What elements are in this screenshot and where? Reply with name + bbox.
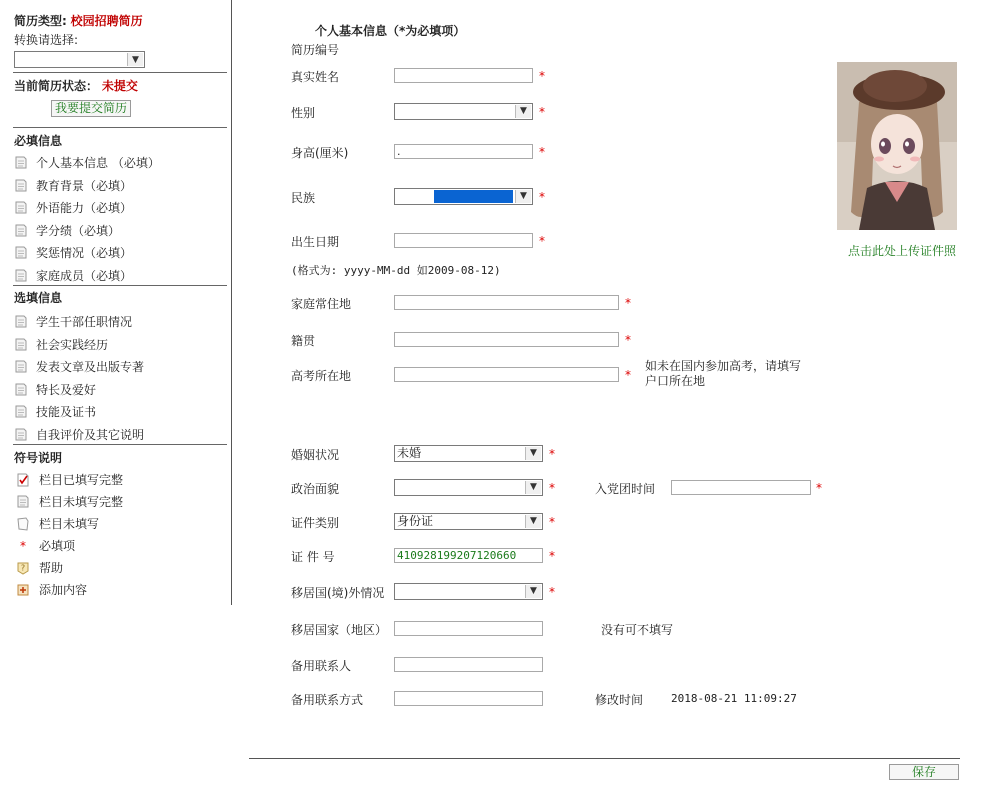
- modified-time-value: 2018-08-21 11:09:27: [671, 692, 797, 705]
- chevron-down-icon: ▼: [515, 105, 531, 118]
- sidebar-nav-label: 自我评价及其它说明: [36, 428, 145, 442]
- legend-label: 栏目已填写完整: [39, 473, 124, 487]
- id-type-value: 身份证: [397, 514, 434, 528]
- chevron-down-icon: ▼: [525, 515, 541, 528]
- birth-date-input[interactable]: [394, 233, 533, 248]
- sidebar-nav-item[interactable]: [14, 403, 96, 420]
- form-title: 个人基本信息（*为必填项）: [315, 24, 466, 38]
- required-asterisk: *: [816, 481, 822, 495]
- partial-page-icon: [16, 495, 30, 509]
- divider: [13, 444, 227, 445]
- emigrate-country-input[interactable]: [394, 621, 543, 636]
- exam-place-input[interactable]: [394, 367, 619, 382]
- partial-page-icon: [14, 360, 28, 373]
- backup-contact-label: 备用联系人: [291, 659, 352, 673]
- divider: [13, 72, 227, 73]
- id-photo-image: [837, 62, 957, 230]
- ethnicity-select[interactable]: [394, 188, 533, 205]
- birth-date-label: 出生日期: [291, 235, 340, 249]
- sidebar-nav-label: 外语能力（必填）: [36, 201, 133, 216]
- sidebar-nav-label: 社会实践经历: [36, 337, 109, 352]
- home-address-input[interactable]: [394, 295, 619, 310]
- required-asterisk: *: [549, 481, 555, 495]
- required-asterisk: *: [625, 368, 631, 382]
- legend-item: [16, 581, 87, 598]
- partial-page-icon: [14, 383, 28, 396]
- ethnicity-label: 民族: [291, 191, 316, 205]
- required-asterisk: *: [539, 69, 545, 83]
- legend-section-title: 符号说明: [14, 451, 63, 465]
- height-label: 身高(厘米): [291, 146, 349, 160]
- resume-type-label: 简历类型:: [14, 14, 67, 28]
- exam-place-note: 如未在国内参加高考，请填写户口所在地: [645, 359, 802, 388]
- resume-type-row: [14, 12, 143, 29]
- id-number-label: 证 件 号: [291, 550, 335, 564]
- abroad-status-label: 移居国(境)外情况: [291, 586, 385, 600]
- name-label: 真实姓名: [291, 70, 340, 84]
- selection-highlight: [434, 190, 513, 203]
- sidebar-nav-label: 教育背景（必填）: [36, 178, 133, 193]
- partial-page-icon: [14, 315, 28, 328]
- political-status-label: 政治面貌: [291, 482, 340, 496]
- partial-page-icon: [14, 156, 28, 169]
- svg-text:?: ?: [20, 563, 26, 572]
- divider: [249, 758, 960, 759]
- divider: [13, 127, 227, 128]
- required-asterisk: *: [549, 515, 555, 529]
- required-asterisk: *: [549, 447, 555, 461]
- upload-photo-link[interactable]: 点击此处上传证件照: [848, 244, 957, 258]
- native-place-input[interactable]: [394, 332, 619, 347]
- resume-no-label: 简历编号: [291, 43, 340, 57]
- id-type-select[interactable]: [394, 513, 543, 530]
- backup-contact-input[interactable]: [394, 657, 543, 672]
- backup-phone-label: 备用联系方式: [291, 693, 364, 707]
- save-button[interactable]: 保存: [889, 764, 959, 780]
- legend-label: 帮助: [39, 561, 64, 575]
- marital-status-select[interactable]: [394, 445, 543, 462]
- sidebar-nav-item[interactable]: [14, 154, 160, 171]
- optional-section-title: 选填信息: [14, 291, 63, 305]
- sidebar-nav-item[interactable]: [14, 381, 96, 398]
- resume-type-value: 校园招聘简历: [70, 14, 143, 28]
- asterisk-icon: *: [20, 538, 26, 553]
- sidebar-nav-item[interactable]: [14, 426, 144, 443]
- legend-item: [16, 559, 63, 576]
- date-format-hint: (格式为: yyyy-MM-dd 如2009-08-12): [291, 264, 501, 277]
- sidebar-nav-label: 家庭成员（必填）: [36, 269, 133, 283]
- name-input[interactable]: [394, 68, 533, 83]
- legend-label: 栏目未填写完整: [39, 495, 124, 509]
- marital-status-label: 婚姻状况: [291, 448, 340, 462]
- sidebar-nav-item[interactable]: [14, 336, 108, 353]
- emigrate-country-label: 移居国家（地区）: [291, 623, 388, 637]
- partial-page-icon: [14, 179, 28, 192]
- help-icon: [16, 561, 30, 575]
- sidebar-nav-label: 奖惩情况（必填）: [36, 246, 133, 261]
- chevron-down-icon: ▼: [525, 481, 541, 494]
- chevron-down-icon: ▼: [515, 190, 531, 203]
- sidebar-nav-label: 学生干部任职情况: [36, 315, 133, 329]
- sidebar-nav-label: 特长及爱好: [36, 382, 97, 397]
- partial-page-icon: [14, 269, 28, 282]
- checked-page-icon: [16, 473, 30, 487]
- sidebar-nav-item[interactable]: [14, 267, 132, 284]
- legend-item: [16, 493, 123, 510]
- legend-label: 添加内容: [39, 583, 88, 597]
- required-section-title: 必填信息: [14, 134, 63, 148]
- status-value: 未提交: [101, 79, 138, 93]
- modified-time-label: 修改时间: [595, 693, 644, 707]
- divider: [13, 285, 227, 286]
- native-place-label: 籍贯: [291, 334, 316, 348]
- partial-page-icon: [14, 338, 28, 351]
- sidebar-nav-label: 发表文章及出版专著: [36, 360, 145, 375]
- status-row: [14, 77, 138, 94]
- switch-label: 转换请选择:: [14, 33, 79, 47]
- required-asterisk: *: [549, 549, 555, 563]
- sidebar-nav-item[interactable]: [14, 244, 132, 261]
- sidebar-nav-item[interactable]: [14, 313, 132, 330]
- home-address-label: 家庭常住地: [291, 297, 352, 311]
- marital-status-value: 未婚: [397, 446, 422, 460]
- sidebar-nav-item[interactable]: [14, 199, 132, 216]
- legend-label: 栏目未填写: [39, 517, 100, 531]
- required-asterisk: *: [539, 105, 545, 119]
- gender-select[interactable]: [394, 103, 533, 120]
- required-asterisk: *: [539, 234, 545, 248]
- height-input[interactable]: .: [394, 144, 533, 159]
- status-label: 当前简历状态：: [14, 79, 99, 93]
- add-icon: [16, 583, 30, 597]
- sidebar-nav-label: 个人基本信息 （必填）: [36, 156, 160, 170]
- partial-page-icon: [14, 224, 28, 237]
- legend-label: 必填项: [39, 539, 76, 553]
- required-asterisk: *: [549, 585, 555, 599]
- partial-page-icon: [14, 246, 28, 259]
- submit-resume-button[interactable]: 我要提交简历: [51, 100, 131, 117]
- empty-page-icon: [16, 517, 30, 531]
- required-asterisk: *: [539, 145, 545, 159]
- id-number-input[interactable]: 410928199207120660: [394, 548, 543, 563]
- legend-item: [16, 515, 99, 532]
- abroad-status-select[interactable]: [394, 583, 543, 600]
- country-note: 没有可不填写: [601, 623, 674, 637]
- partial-page-icon: [14, 428, 28, 441]
- sidebar-nav-item[interactable]: [14, 222, 120, 239]
- partial-page-icon: [14, 201, 28, 214]
- switch-resume-select[interactable]: [14, 51, 145, 68]
- sidebar-nav-item[interactable]: [14, 358, 144, 375]
- party-date-label: 入党团时间: [595, 482, 656, 496]
- sidebar-nav-label: 学分绩（必填）: [36, 223, 121, 238]
- partial-page-icon: [14, 405, 28, 418]
- required-asterisk: *: [625, 296, 631, 310]
- required-asterisk: *: [539, 190, 545, 204]
- resume-sidebar: [0, 0, 232, 605]
- party-date-input[interactable]: [671, 480, 811, 495]
- required-asterisk: *: [625, 333, 631, 347]
- exam-place-label: 高考所在地: [291, 369, 352, 383]
- legend-item: [16, 471, 123, 488]
- id-photo[interactable]: [837, 62, 957, 230]
- id-type-label: 证件类别: [291, 516, 340, 530]
- chevron-down-icon: ▼: [127, 53, 143, 66]
- sidebar-nav-label: 技能及证书: [36, 405, 97, 420]
- backup-phone-input[interactable]: [394, 691, 543, 706]
- chevron-down-icon: ▼: [525, 447, 541, 460]
- political-status-select[interactable]: [394, 479, 543, 496]
- gender-label: 性别: [291, 106, 316, 120]
- legend-item: [16, 537, 75, 554]
- chevron-down-icon: ▼: [525, 585, 541, 598]
- sidebar-nav-item[interactable]: [14, 177, 132, 194]
